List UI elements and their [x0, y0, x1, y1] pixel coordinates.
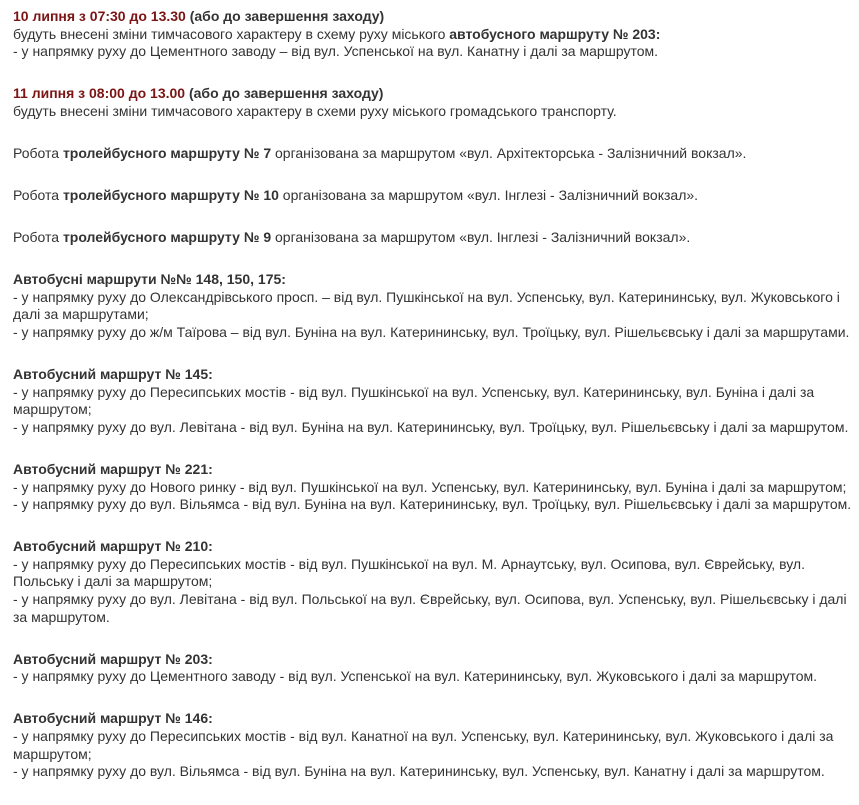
text-run: - у напрямку руху до Пересипських мостів - від вул. Канатної на вул. Успенську, вул. Катерининську, вул. Жуковського і далі за маршрутом;: [13, 728, 834, 762]
bold-text: Автобусні маршрути №№ 148, 150, 175:: [13, 271, 286, 288]
text-run: будуть внесені зміни тимчасового характеру в схеми руху міського громадського транспорту.: [13, 102, 617, 119]
text-run: - у напрямку руху до вул. Левітана - від вул. Буніна на вул. Катерининську, вул. Троїцьку, вул. Рішельєвську і далі за маршрутом.: [13, 418, 849, 435]
bold-text: (або до завершення заходу): [185, 8, 385, 24]
text-run: - у напрямку руху до Нового ринку - від вул. Пушкінської на вул. Успенську, вул. Катерининську, вул. Буніна і далі за маршрутом;: [13, 478, 847, 495]
text-run: - у напрямку руху до ж/м Таїрова – від вул. Буніна на вул. Катерининську, вул. Троїцьку, вул. Рішельєвську і далі за маршрутами.: [13, 324, 850, 341]
text-run: організована за маршрутом «вул. Інглезі - Залізничний вокзал».: [271, 229, 691, 246]
text-line: [13, 289, 853, 324]
bold-text: автобусного маршруту № 203:: [449, 25, 661, 42]
announcement-document: [13, 8, 853, 805]
text-line: [13, 8, 853, 26]
text-line: [13, 479, 853, 497]
date-time-highlight: 10 липня з 07:30 до 13.30: [13, 8, 186, 24]
text-line: [13, 187, 853, 205]
text-line: [13, 651, 853, 669]
text-run: - у напрямку руху до Олександрівського просп. – від вул. Пушкінської на вул. Успенську, вул. Катерининську, вул. Жуковського і далі за маршрутами;: [13, 288, 840, 323]
text-run: організована за маршрутом «вул. Інглезі - Залізничний вокзал».: [278, 187, 699, 204]
text-run: - у напрямку руху до вул. Левітана - від вул. Польської на вул. Єврейську, вул. Осипова, вул. Успенську, вул. Рішельєвську і далі за маршрутом.: [13, 591, 847, 625]
announcement-paragraph: [13, 651, 853, 686]
text-line: [13, 26, 853, 44]
bold-text: Автобусний маршрут № 145:: [13, 366, 213, 383]
bold-text: Автобусний маршрут № 221:: [13, 461, 213, 477]
announcement-paragraph: [13, 461, 853, 514]
text-line: [13, 324, 853, 342]
bold-text: Автобусний маршрут № 203:: [13, 650, 213, 667]
text-line: [13, 461, 853, 479]
text-run: - у напрямку руху до Цементного заводу – від вул. Успенської на вул. Канатну і далі за маршрутом.: [13, 43, 659, 60]
announcement-paragraph: [13, 710, 853, 780]
text-line: [13, 43, 853, 61]
text-line: [13, 271, 853, 289]
bold-text: (або до завершення заходу): [185, 85, 384, 102]
text-run: організована за маршрутом «вул. Архітекторська - Залізничний вокзал».: [271, 144, 747, 161]
text-line: [13, 591, 853, 626]
announcement-paragraph: [13, 538, 853, 626]
announcement-paragraph: [13, 271, 853, 341]
text-line: [13, 763, 853, 781]
text-run: Робота: [13, 144, 63, 161]
text-line: [13, 229, 853, 247]
text-run: - у напрямку руху до Пересипських мостів - від вул. Пушкінської на вул. Успенську, вул. Катерининську, вул. Буніна і далі за маршрутом;: [13, 383, 815, 418]
announcement-paragraph: [13, 85, 853, 120]
announcement-paragraph: [13, 229, 853, 247]
announcement-paragraph: [13, 8, 853, 61]
text-run: - у напрямку руху до Цементного заводу - від вул. Успенської на вул. Катерининську, вул. Жуковського і далі за маршрутом.: [13, 668, 818, 685]
bold-text: тролейбусного маршруту № 10: [62, 187, 279, 204]
text-line: [13, 728, 853, 763]
text-run: будуть внесені зміни тимчасового характеру в схему руху міського: [13, 25, 450, 42]
text-line: [13, 710, 853, 728]
bold-text: тролейбусного маршруту № 7: [62, 144, 272, 161]
text-line: [13, 556, 853, 591]
text-line: [13, 668, 853, 686]
date-time-highlight: 11 липня з 08:00 до 13.00: [13, 85, 186, 102]
announcement-paragraph: [13, 145, 853, 163]
text-run: - у напрямку руху до вул. Вільямса - від вул. Буніна на вул. Катерининську, вул. Троїцьку, вул. Рішельєвську і далі за маршрутом.: [13, 496, 852, 513]
bold-text: Автобусний маршрут № 210:: [13, 538, 213, 555]
text-run: - у напрямку руху до вул. Вільямса - від вул. Буніна на вул. Катерининську, вул. Успенську, вул. Канатну і далі за маршрутом.: [13, 763, 825, 780]
text-line: [13, 103, 853, 121]
text-run: Робота: [13, 229, 63, 246]
text-line: [13, 538, 853, 556]
text-line: [13, 384, 853, 419]
text-line: [13, 419, 853, 437]
announcement-paragraph: [13, 187, 853, 205]
announcement-paragraph: [13, 366, 853, 436]
bold-text: тролейбусного маршруту № 9: [62, 229, 272, 246]
text-line: [13, 145, 853, 163]
text-line: [13, 366, 853, 384]
text-line: [13, 85, 853, 103]
text-line: [13, 496, 853, 514]
text-run: - у напрямку руху до Пересипських мостів - від вул. Пушкінської на вул. М. Арнаутську, вул. Осипова, вул. Єврейську, вул. Польську і далі за маршрутом;: [13, 555, 805, 590]
bold-text: Автобусний маршрут № 146:: [13, 710, 213, 727]
text-run: Робота: [13, 187, 63, 204]
